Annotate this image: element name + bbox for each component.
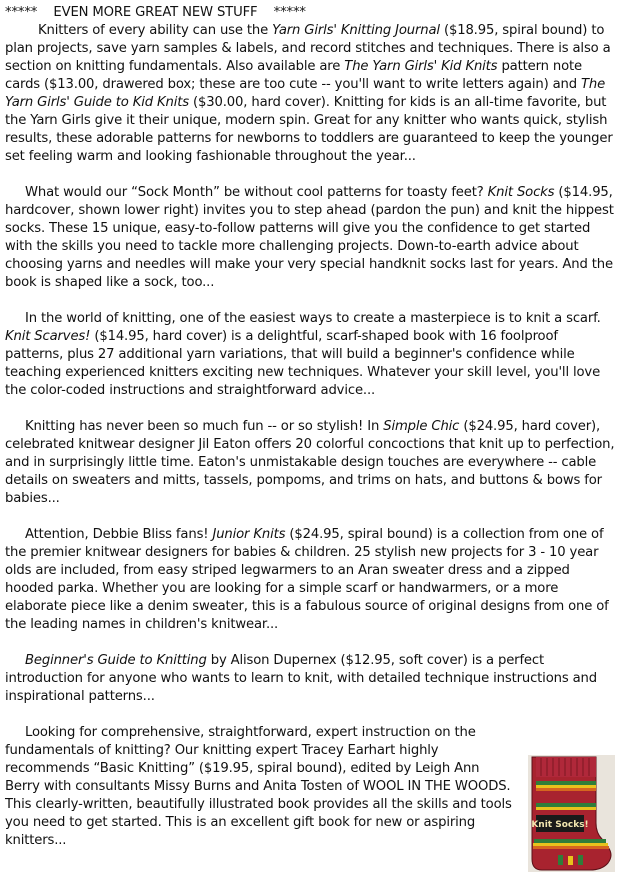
paragraph-journal: [5, 22, 619, 166]
body-text: ($14.95, hard cover) is a delightful, scarf-shaped book with 16 foolproof patterns, plus 27 additional yarn variations, that will build a beginner's confidence while teaching experienced knitters exciting new techniques. Whatever your skill level, you'll love the color-coded instructions and straightforward advice...: [5, 329, 601, 398]
body-text: Attention, Debbie Bliss fans!: [25, 527, 213, 542]
paragraph-junior-knits: [5, 526, 619, 634]
body-text: Knitters of every ability can use the: [38, 23, 273, 38]
body-text: by Alison Dupernex ($12.95, soft cover) is a perfect introduction for anyone who wants to learn to knit, with detailed technique instructions and inspirational patterns...: [5, 653, 597, 704]
book-cover-title: Knit Socks!: [531, 820, 589, 830]
body-text: pattern note cards ($13.00, drawered box; these are too cute -- you'll want to write letters again) and: [5, 59, 583, 92]
paragraph-simple-chic: [5, 418, 619, 508]
book-title-text: The Yarn Girls' Kid Knits: [344, 59, 498, 74]
book-title-text: Yarn Girls' Knitting Journal: [272, 23, 440, 38]
body-text: Knitting has never been so much fun -- or so stylish! In: [25, 419, 384, 434]
knit-socks-book-cover-image: [528, 755, 615, 872]
book-title-text: Knit Socks: [487, 185, 555, 200]
book-title-text: Simple Chic: [383, 419, 460, 434]
paragraph-knit-scarves: [5, 310, 619, 400]
body-text: What would our “Sock Month” be without cool patterns for toasty feet?: [25, 185, 488, 200]
paragraph-knit-socks: [5, 184, 619, 292]
body-text: ($24.95, hard cover), celebrated knitwear designer Jil Eaton offers 20 colorful concoctions that knit up to perfection, and in surprisingly little time. Eaton's unmistakable design touches are everywhere -- cable details on sweaters and mitts, tassels, pompoms, and trims on hats, and buttons & bows for babies...: [5, 419, 615, 506]
page-heading: ***** EVEN MORE GREAT NEW STUFF *****: [5, 5, 306, 20]
body-text: In the world of knitting, one of the easiest ways to create a masterpiece is to knit a scarf.: [25, 311, 601, 326]
article: [5, 4, 619, 868]
body-text: ($14.95, hardcover, shown lower right) invites you to step ahead (pardon the pun) and knit the hippest socks. These 15 unique, easy-to-follow patterns will give you the confidence to get started with the skills you need to tackle more challenging projects. Down-to-earth advice about choosing yarns and needles will make your very special handknit socks last for years. And the book is shaped like a sock, too...: [5, 185, 614, 290]
paragraph-basic-knitting: [5, 724, 515, 850]
paragraph-beginners-guide: [5, 652, 619, 706]
book-title-text: Knit Scarves!: [5, 329, 91, 344]
book-title-text: The Yarn Girls' Guide to Kid Knits: [5, 77, 606, 110]
body-text: ($30.00, hard cover). Knitting for kids is an all-time favorite, but the Yarn Girls give it their unique, modern spin. Great for any knitter who wants quick, stylish results, these adorable patterns for newborns to toddlers are guaranteed to keep the younger set feeling warm and looking fashionable throughout the year...: [5, 95, 613, 164]
book-title-text: Beginner's Guide to Knitting: [25, 653, 207, 668]
body-text: Looking for comprehensive, straightforward, expert instruction on the fundamentals of knitting? Our knitting expert Tracey Earhart highly recommends “Basic Knitting” ($19.95, spiral bound), edited by Leigh Ann Berry with consultants Missy Burns and Anita Tosten of WOOL IN THE WOODS. This clearly-written, beautifully illustrated book provides all the skills and tools you need to get started. This is an excellent gift book for new or aspiring knitters...: [5, 725, 512, 848]
book-title-text: Junior Knits: [212, 527, 286, 542]
body-text: ($18.95, spiral bound) to plan projects, save yarn samples & labels, and record stitches and techniques. There is also a section on knitting fundamentals. Also available are: [5, 23, 611, 74]
body-text: ($24.95, spiral bound) is a collection from one of the premier knitwear designers for babies & children. 25 stylish new projects for 3 - 10 year olds are included, from easy striped legwarmers to an Aran sweater dress and a zipped hooded parka. Whether you are looking for a simple scarf or handwarmers, or a more elaborate piece like a denim sweater, this is a fabulous source of original designs from one of the leading names in children's knitwear...: [5, 527, 609, 632]
